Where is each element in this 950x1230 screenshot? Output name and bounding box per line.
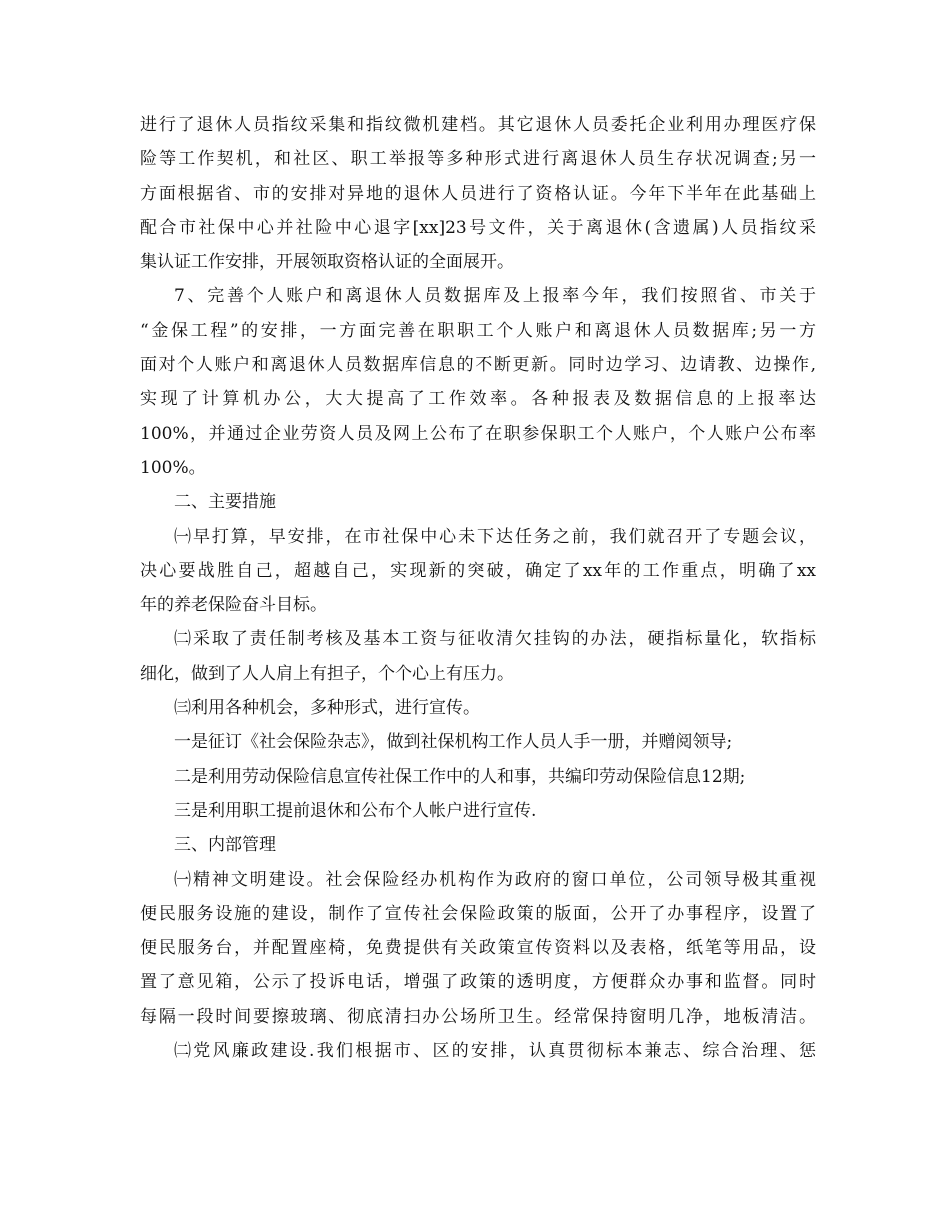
- text-line: 二是利用劳动保险信息宣传社保工作中的人和事，共编印劳动保险信息12期;: [174, 766, 746, 787]
- text-line: 实现了计算机办公，大大提高了工作效率。各种报表及数据信息的上报率达: [140, 389, 816, 410]
- text-line: 险等工作契机，和社区、职工举报等多种形式进行离退休人员生存状况调查;另一: [140, 149, 816, 170]
- text-line: 细化，做到了人人肩上有担子，个个心上有压力。: [140, 663, 514, 684]
- text-line: ㈠精神文明建设。社会保险经办机构作为政府的窗口单位，公司领导极其重视: [174, 869, 816, 890]
- text-line: 决心要战胜自己，超越自己，实现新的突破，确定了xx年的工作重点，明确了xx: [140, 560, 816, 581]
- text-line: 便民服务台，并配置座椅，免费提供有关政策宣传资料以及表格，纸笔等用品，设: [140, 938, 816, 959]
- text-line: 年的养老保险奋斗目标。: [140, 595, 327, 616]
- text-line: 进行了退休人员指纹采集和指纹微机建档。其它退休人员委托企业利用办理医疗保: [140, 115, 816, 135]
- text-line: 集认证工作安排，开展领取资格认证的全面展开。: [140, 252, 514, 273]
- section-heading: 三、内部管理: [174, 835, 276, 856]
- text-line: 100%，并通过企业劳资人员及网上公布了在职参保职工个人账户，个人账户公布率: [140, 423, 816, 444]
- text-line: “金保工程”的安排，一方面完善在职职工个人账户和离退休人员数据库;另一方: [140, 320, 816, 341]
- text-line: 三是利用职工提前退休和公布个人帐户进行宣传.: [174, 800, 537, 821]
- text-line: 100%。: [140, 457, 206, 478]
- text-line: ㈠早打算，早安排，在市社保中心未下达任务之前，我们就召开了专题会议，: [174, 526, 816, 547]
- text-line: 一是征订《社会保险杂志》，做到社保机构工作人员人手一册，并赠阅领导;: [174, 732, 733, 753]
- section-heading: 二、主要措施: [174, 492, 276, 513]
- text-line: 置了意见箱，公示了投诉电话，增强了政策的透明度，方便群众办事和监督。同时: [140, 972, 816, 993]
- document-body: [140, 108, 816, 1068]
- text-line: 7、完善个人账户和离退休人员数据库及上报率今年，我们按照省、市关于: [174, 286, 816, 307]
- text-line: ㈡党风廉政建设.我们根据市、区的安排，认真贯彻标本兼志、综合治理、惩: [174, 1041, 816, 1062]
- text-line: 便民服务设施的建设，制作了宣传社会保险政策的版面，公开了办事程序，设置了: [140, 903, 816, 924]
- text-line: 方面根据省、市的安排对异地的退休人员进行了资格认证。今年下半年在此基础上: [140, 183, 816, 204]
- text-line: 面对个人账户和离退休人员数据库信息的不断更新。同时边学习、边请教、边操作,: [140, 355, 816, 376]
- text-line: ㈡采取了责任制考核及基本工资与征收清欠挂钩的办法，硬指标量化，软指标: [174, 629, 816, 650]
- text-line: ㈢利用各种机会，多种形式，进行宣传。: [174, 698, 480, 719]
- text-line: 配合市社保中心并社险中心退字[xx]23号文件，关于离退休(含遗属)人员指纹采: [140, 217, 816, 238]
- text-line: 每隔一段时间要擦玻璃、彻底清扫办公场所卫生。经常保持窗明几净，地板清洁。: [140, 1006, 816, 1027]
